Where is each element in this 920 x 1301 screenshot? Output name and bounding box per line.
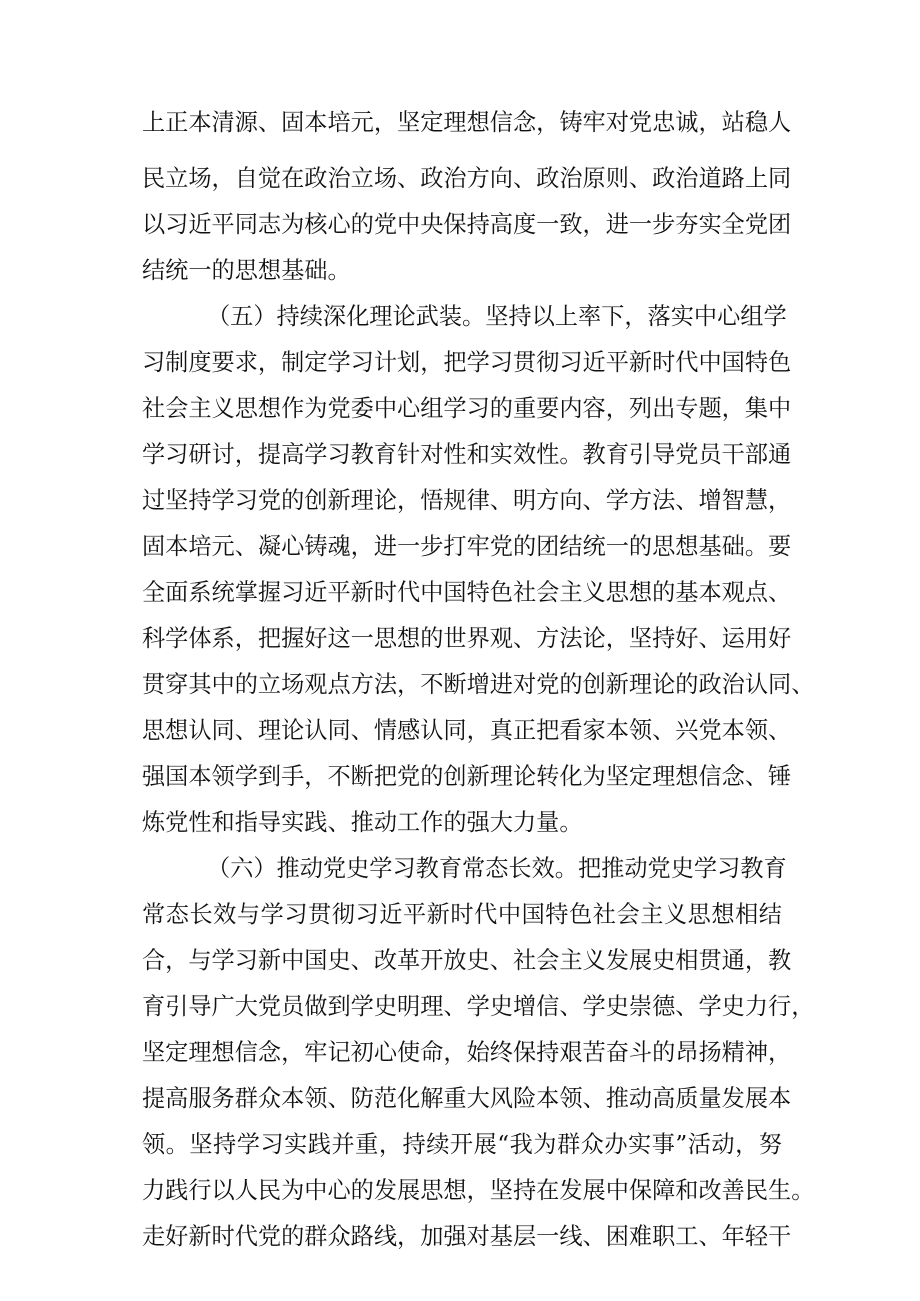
text-line: 思想认同、理论认同、情感认同，真正把看家本领、兴党本领、 [142, 717, 792, 744]
section-five-heading-line: （五）持续深化理论武装。坚持以上率下，落实中心组学 [207, 303, 787, 330]
text-line: 过坚持学习党的创新理论，悟规律、明方向、学方法、增智慧， [142, 487, 792, 514]
text-line: 炼党性和指导实践、推动工作的强大力量。 [142, 809, 583, 836]
text-line: 全面系统掌握习近平新时代中国特色社会主义思想的基本观点、 [142, 579, 792, 606]
text-line: 民立场，自觉在政治立场、政治方向、政治原则、政治道路上同 [142, 165, 792, 192]
text-line: 固本培元、凝心铸魂，进一步打牢党的团结统一的思想基础。要 [142, 533, 792, 560]
text-line: 贯穿其中的立场观点方法，不断增进对党的创新理论的政治认同、 [142, 671, 815, 698]
text-line: 上正本清源、固本培元，坚定理想信念，铸牢对党忠诚，站稳人 [142, 109, 792, 136]
text-line: 社会主义思想作为党委中心组学习的重要内容，列出专题，集中 [142, 395, 792, 422]
text-line: 合，与学习新中国史、改革开放史、社会主义发展史相贯通，教 [142, 947, 792, 974]
text-line: 走好新时代党的群众路线，加强对基层一线、困难职工、年轻干 [142, 1223, 792, 1250]
text-line: 力践行以人民为中心的发展思想，坚持在发展中保障和改善民生。 [142, 1177, 815, 1204]
text-line: 领。坚持学习实践并重，持续开展“我为群众办实事”活动，努 [142, 1131, 782, 1158]
text-line: 习制度要求，制定学习计划，把学习贯彻习近平新时代中国特色 [142, 349, 792, 376]
text-line: 提高服务群众本领、防范化解重大风险本领、推动高质量发展本 [142, 1085, 792, 1112]
text-line: 坚定理想信念，牢记初心使命，始终保持艰苦奋斗的昂扬精神， [142, 1039, 792, 1066]
text-line: 结统一的思想基础。 [142, 257, 351, 284]
text-line: 以习近平同志为核心的党中央保持高度一致，进一步夯实全党团 [142, 211, 792, 238]
text-line: 常态长效与学习贯彻习近平新时代中国特色社会主义思想相结 [142, 901, 782, 928]
section-six-heading-line: （六）推动党史学习教育常态长效。把推动党史学习教育 [207, 855, 787, 882]
text-line: 育引导广大党员做到学史明理、学史增信、学史崇德、学史力行， [142, 993, 815, 1020]
text-line: 强国本领学到手，不断把党的创新理论转化为坚定理想信念、锤 [142, 763, 792, 790]
text-line: 学习研讨，提高学习教育针对性和实效性。教育引导党员干部通 [142, 441, 792, 468]
text-line: 科学体系，把握好这一思想的世界观、方法论，坚持好、运用好 [142, 625, 792, 652]
